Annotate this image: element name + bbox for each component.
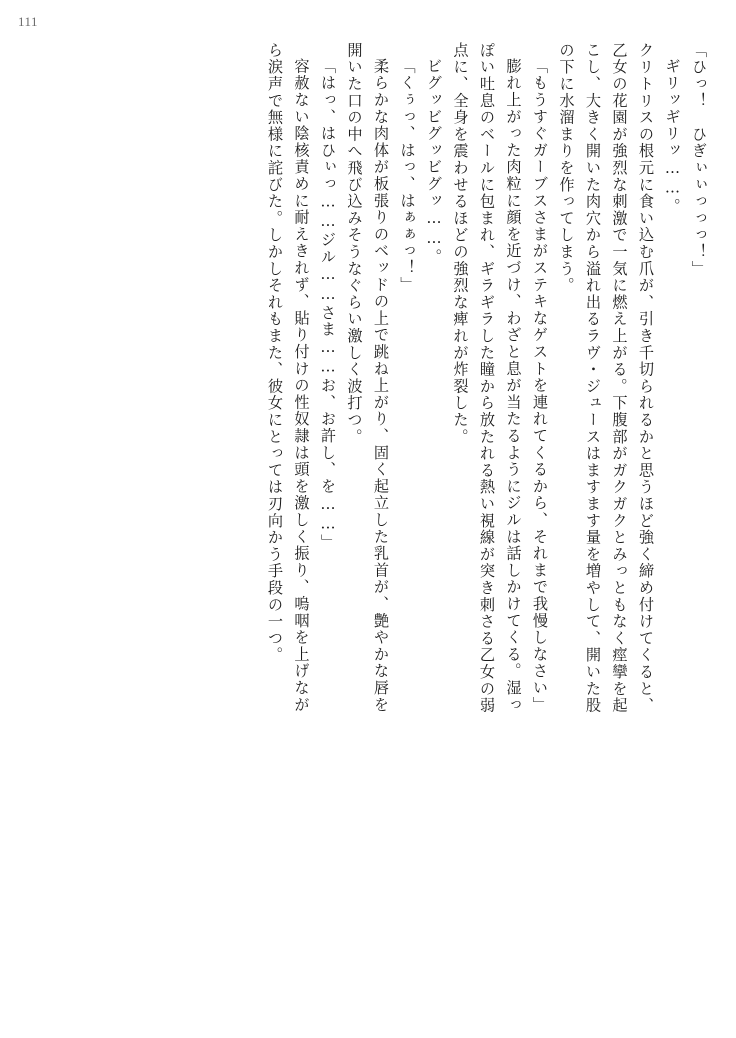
- text-column: 乙女の花園が強烈な刺激で一気に燃え上がる。下腹部がガクガクとみっともなく痙攣を起: [610, 42, 629, 714]
- text-column: 「もうすぐガーブスさまがステキなゲストを連れてくるから、それまで我慢しなさい」: [531, 58, 549, 714]
- page-number: 111: [18, 14, 39, 29]
- text-column: こし、大きく開いた肉穴から溢れ出るラヴ・ジュースはますます量を増やして、開いた股: [584, 42, 602, 714]
- text-column: の下に水溜まりを作ってしまう。: [557, 42, 576, 294]
- text-column: ら涙声で無様に詫びた。しかしそれもまた、彼女にとっては刃向かう手段の一つ。: [266, 42, 284, 664]
- text-column: 「くぅっ、はっ、はぁぁっ！」: [398, 58, 417, 294]
- vertical-text-body: [30, 42, 706, 1012]
- text-column: 「ひっ！ ひぎぃぃっっっ！」: [690, 42, 708, 278]
- text-column: ビグッビグッビグッ……。: [425, 58, 443, 266]
- text-column: 容赦ない陰核責めに耐えきれず、貼り付けの性奴隷は頭を激しく振り、嗚咽を上げなが: [292, 58, 311, 714]
- text-column: ぽい吐息のベールに包まれ、ギラギラした瞳から放たれる熱い視線が突き刺さる乙女の弱: [478, 42, 496, 714]
- text-column: 柔らかな肉体が板張りのベッドの上で跳ね上がり、固く起立した乳首が、艶やかな唇を: [372, 58, 390, 714]
- text-column: 開いた口の中へ飛び込みそうなぐらい激しく波打つ。: [345, 42, 364, 446]
- text-column: クリトリスの根元に食い込む爪が、引き千切られるかと思うほど強く締め付けてくると、: [637, 42, 655, 714]
- text-column: 膨れ上がった肉粒に顔を近づけ、わざと息が当たるようにジルは話しかけてくる。湿っ: [504, 58, 523, 714]
- text-column: 「はっ、はひぃっ……ジル……さま……お、お許し、を……」: [319, 58, 337, 551]
- text-column: ギリッギリッ……。: [663, 58, 682, 215]
- text-column: 点に、全身を震わせるほどの強烈な痺れが炸裂した。: [451, 42, 470, 446]
